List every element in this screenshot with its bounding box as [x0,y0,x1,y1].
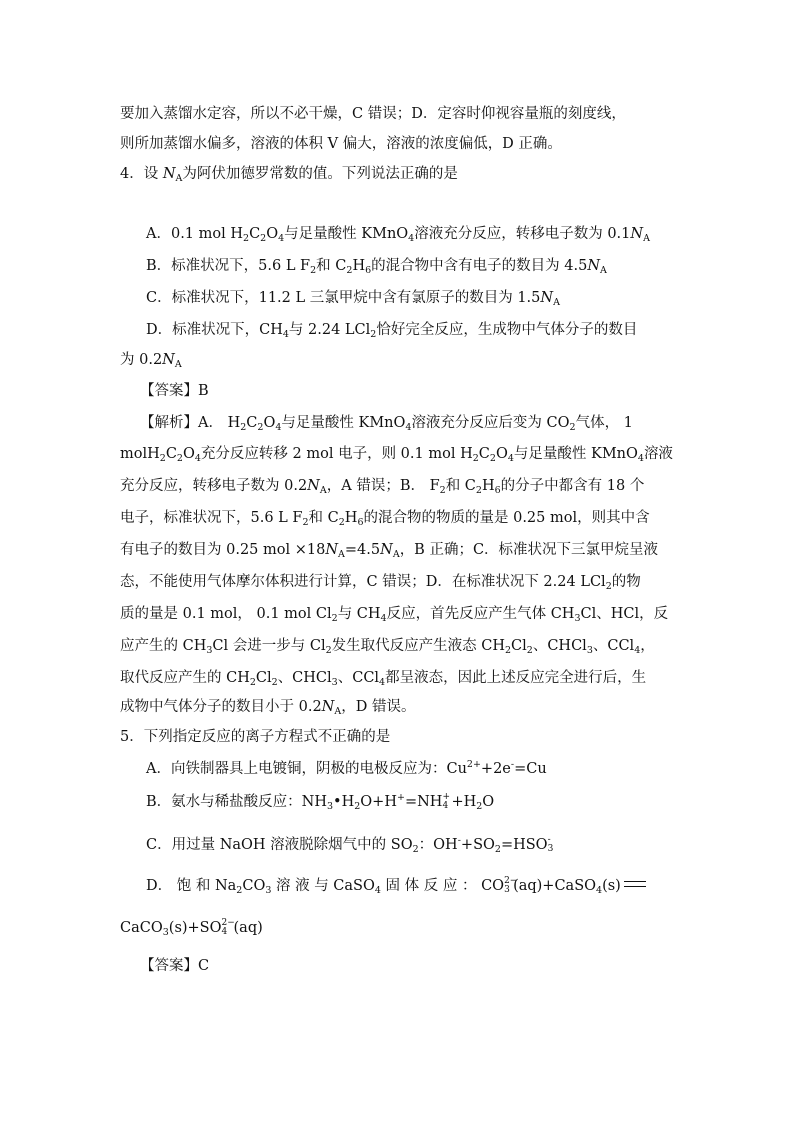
answer-4: 【答案】B [140,383,209,399]
analysis-line: 充分反应，转移电子数为 $0.2N_A$，A 错误；B． $F_2$和 $C_2H_6$的分子中都含有 18 个 [120,478,645,496]
analysis-line: 质的量是 0.1 mol， 0.1 mol $Cl_2$与 $CH_4$反应，首先反应产生气体 $CH_3Cl$、HCl，反 [120,606,669,624]
option-5d-cont: CaCO$_3$(s)+SO 2− 4 (aq) [120,918,263,938]
analysis-line: 电子，标准状况下，5.6 L $F_2$和 $C_2H_6$的混合物的物质的量是 0.25 mol，则其中含 [120,510,650,528]
analysis-line: 应产生的 $CH_3Cl$ 会进一步与 $Cl_2$发生取代反应产生液态 $CH_2Cl_2$、CHCl$_3$、CCl$_4$， [120,638,655,656]
analysis-line: 【解析】A． $H_2C_2O_4$与足量酸性 KMnO$_4$溶液充分反应后变为 $CO_2$气体， 1 [140,415,633,433]
question-4-stem: 4．设 $N_A$为阿伏加德罗常数的值。下列说法正确的是 [120,166,458,184]
text-line: 则所加蒸馏水偏多，溶液的体积 V 偏大，溶液的浓度偏低，D 正确。 [120,136,562,152]
option-5a: A．向铁制器具上电镀铜，阴极的电极反应为：$Cu^{2+}+2e^-=Cu$ [146,759,547,777]
question-5-stem: 5．下列指定反应的离子方程式不正确的是 [120,729,391,745]
equilibrium-arrow [624,879,648,889]
option-4c: C．标准状况下，11.2 L 三氯甲烷中含有氯原子的数目为 $1.5N_A$ [146,290,560,308]
option-4d: D．标准状况下，$CH_4$与 2.24 LCl$_2$恰好完全反应，生成物中气体分子的数目 [146,322,638,340]
option-5c: C．用过量 NaOH 溶液脱除烟气中的 $SO_2$：$OH^-+SO_2=HSO$ - 3 [146,835,554,855]
analysis-line: 有电子的数目为 0.25 mol $\times 18N_A=4.5N_A$，B 正确；C．标准状况下三氯甲烷呈液 [120,542,659,560]
option-5d: D． 饱 和 $Na_2CO_3$ 溶 液 与 CaSO$_4$ 固 体 反 应 ： CO 2− 3 (aq)+CaSO$_4$(s) [146,876,648,896]
option-5b: B．氨水与稀盐酸反应：$NH_3•H_2O+H^+=NH$ + 4 $+H_2O$ [146,792,495,812]
answer-5: 【答案】C [140,958,210,974]
analysis-line: 成物中气体分子的数目小于 $0.2N_A$，D 错误。 [120,699,416,717]
option-4b: B．标准状况下，5.6 L $F_2$和 $C_2H_6$的混合物中含有电子的数目为 $4.5N_A$ [146,258,607,276]
analysis-line: $molH_2C_2O_4$充分反应转移 2 mol 电子，则 0.1 mol $H_2C_2O_4$与足量酸性 KMnO$_4$溶液 [120,446,673,464]
analysis-line: 态，不能使用气体摩尔体积进行计算，C 错误；D．在标准状况下 2.24 LCl$_2$的物 [120,574,641,592]
analysis-line: 取代反应产生的 $CH_2Cl_2$、CHCl$_3$、CCl$_4$都呈液态，因此上述反应完全进行后，生 [120,670,647,688]
option-4d-cont: 为 $0.2N_A$ [120,352,182,370]
text-line: 要加入蒸馏水定容，所以不必干燥，C 错误；D．定容时仰视容量瓶的刻度线， [120,106,626,122]
option-4a: A．0.1 mol $H_2C_2O_4$与足量酸性 KMnO$_4$溶液充分反应，转移电子数为 $0.1N_A$ [146,226,650,244]
